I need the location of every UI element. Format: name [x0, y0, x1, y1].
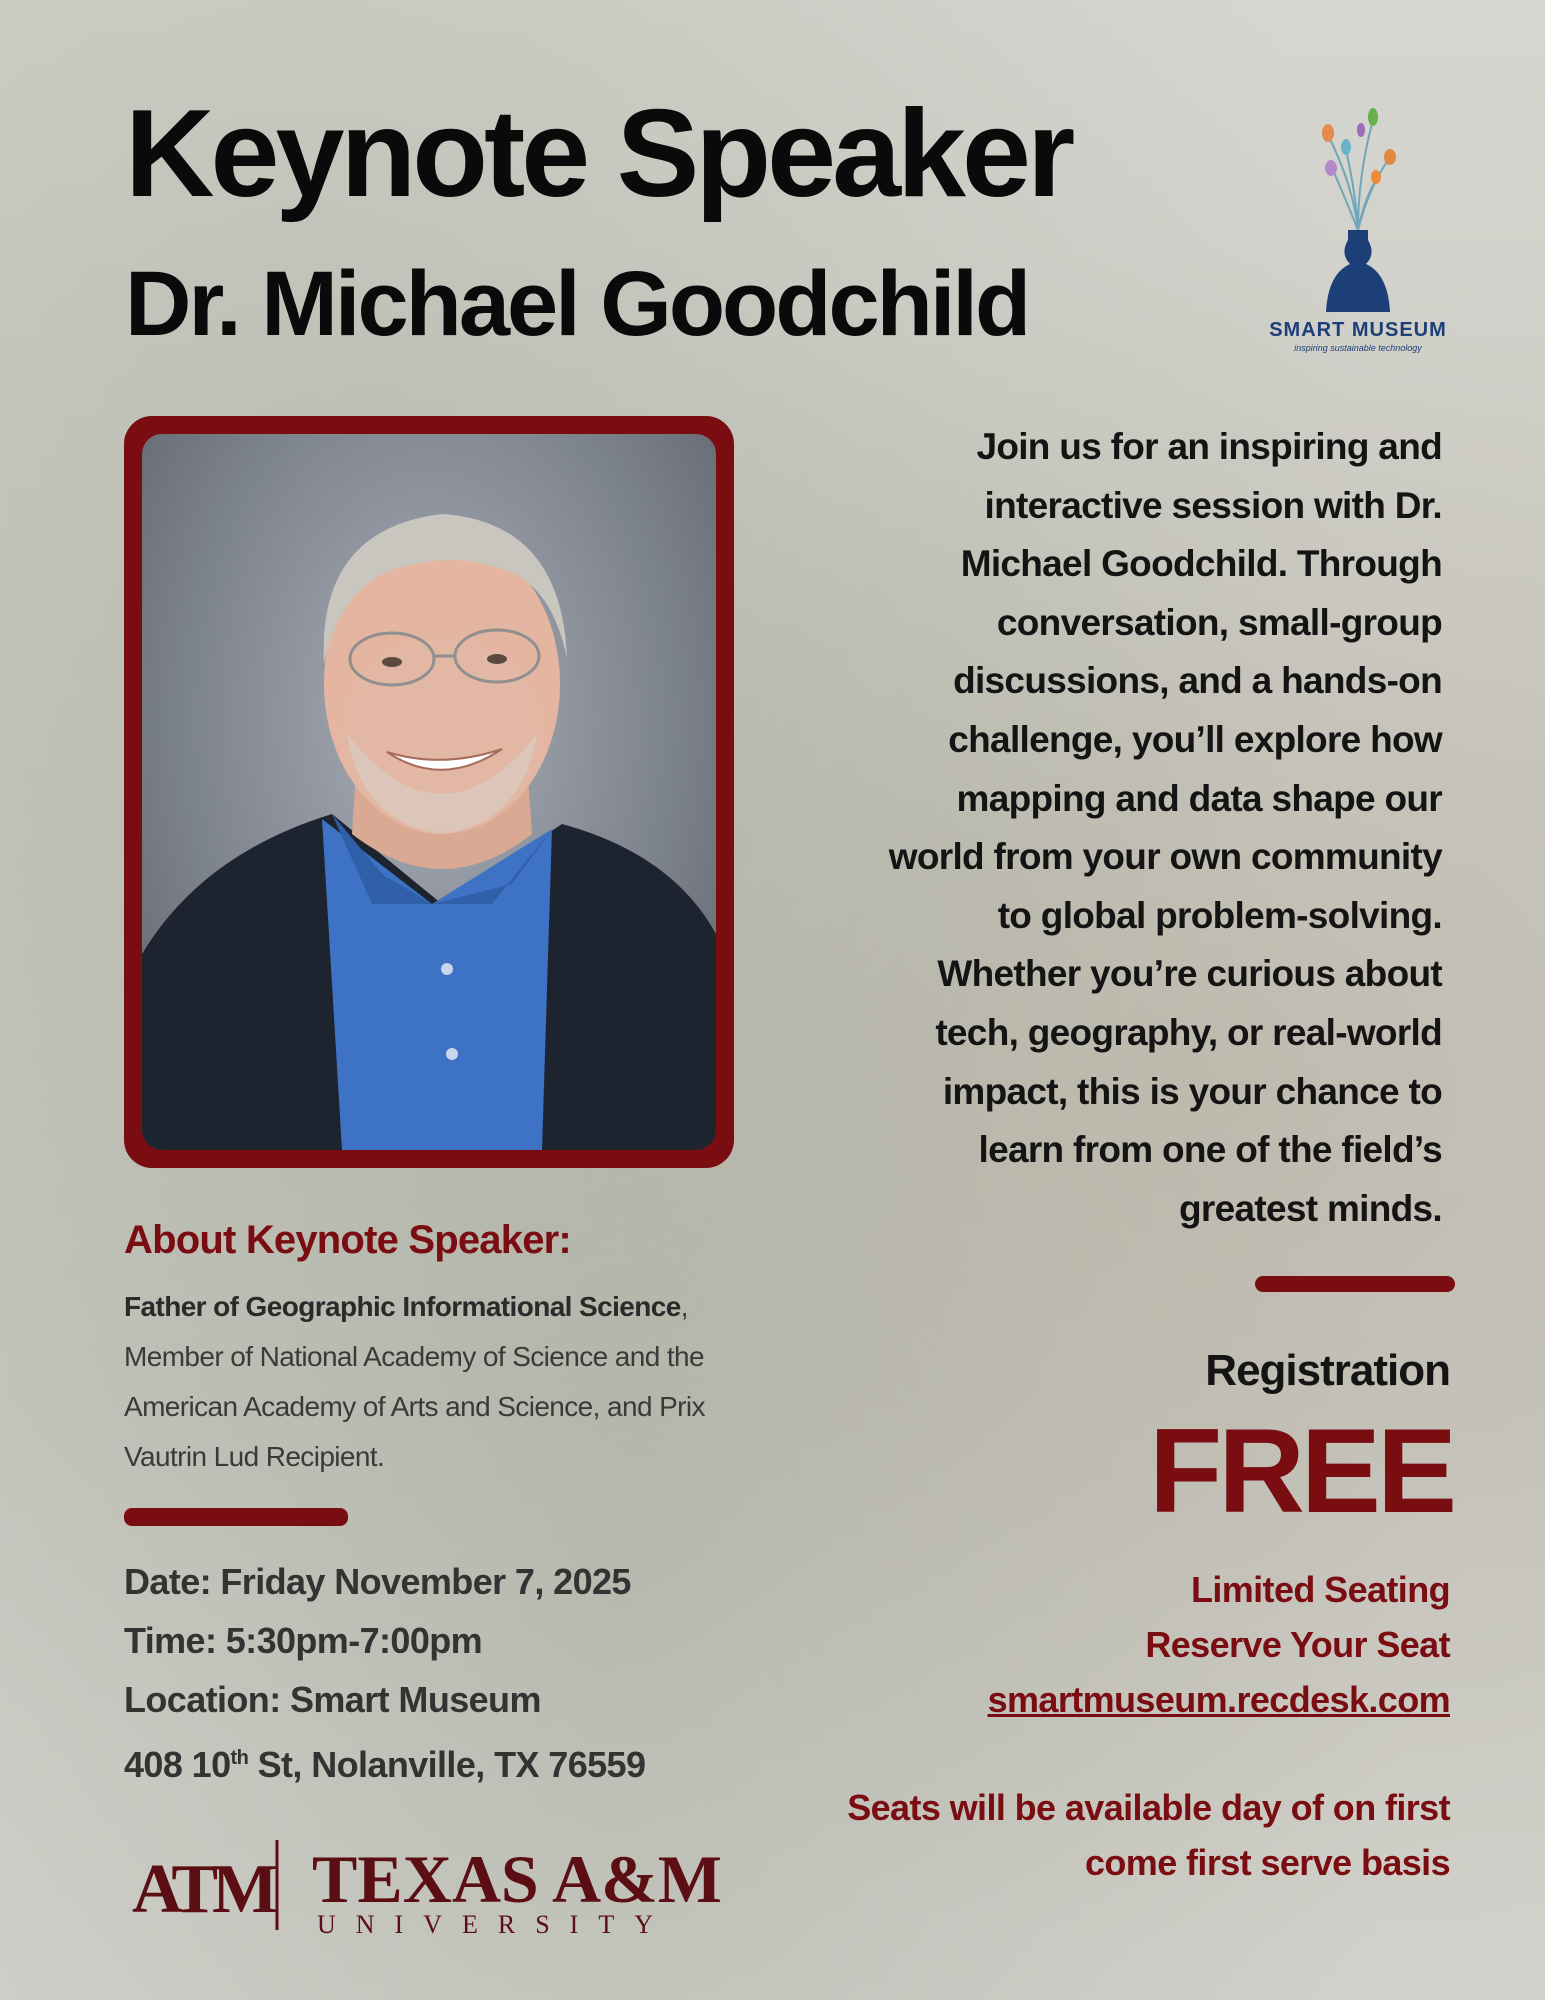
description-line: to global problem-solving. [997, 894, 1442, 936]
texas-am-logo-icon [132, 1830, 762, 1940]
registration-link[interactable]: smartmuseum.recdesk.com [987, 1679, 1450, 1720]
page-title: Keynote Speaker [125, 85, 1072, 223]
description-line: learn from one of the field’s [978, 1129, 1442, 1171]
event-time: Time: 5:30pm-7:00pm [124, 1620, 483, 1661]
tamu-monogram: ATM [132, 1851, 273, 1928]
description-line: challenge, you’ll explore how [948, 718, 1442, 760]
description-line: conversation, small-group [996, 601, 1442, 643]
event-details [124, 1552, 824, 1794]
tamu-name: TEXAS A&M [312, 1841, 722, 1917]
speaker-name: Dr. Michael Goodchild [125, 253, 1029, 355]
divider-bar [124, 1508, 348, 1526]
divider-bar [1255, 1276, 1455, 1292]
address-number: 408 10 [124, 1744, 231, 1785]
speaker-photo [142, 434, 716, 1150]
address-superscript: th [230, 1747, 249, 1769]
description-line: Michael Goodchild. Through [960, 543, 1442, 585]
tamu-subname: UNIVERSITY [317, 1910, 673, 1939]
reserve-seat: Reserve Your Seat [1145, 1624, 1450, 1665]
seating-info [988, 1562, 1450, 1727]
registration-price: FREE [1148, 1404, 1453, 1538]
smart-museum-logo-icon [1258, 105, 1458, 320]
description-line: interactive session with Dr. [984, 484, 1442, 526]
address-rest: St, Nolanville, TX 76559 [248, 1744, 646, 1785]
about-bold-text: Father of Geographic Informational Science [124, 1291, 681, 1322]
registration-label: Registration [1205, 1346, 1450, 1395]
first-come-note [847, 1780, 1450, 1890]
description-line: discussions, and a hands-on [953, 660, 1442, 702]
first-come-line-1: Seats will be available day of on first [847, 1787, 1450, 1828]
description-line: greatest minds. [1179, 1187, 1442, 1229]
smart-museum-logo [1258, 105, 1458, 355]
event-location: Location: Smart Museum [124, 1679, 541, 1720]
about-rest-text: , Member of National Academy of Science and the American Academy of Arts and Science, and Prix Vautrin Lud Recipient. [124, 1291, 705, 1472]
event-date: Date: Friday November 7, 2025 [124, 1561, 631, 1602]
description-line: impact, this is your chance to [942, 1070, 1442, 1112]
texas-am-logo [132, 1830, 762, 1940]
event-address [124, 1729, 824, 1794]
speaker-photo-frame [124, 416, 734, 1168]
description-line: mapping and data shape our [956, 777, 1442, 819]
description-line: world from your own community [888, 836, 1442, 878]
logo-name: SMART MUSEUM [1269, 319, 1447, 341]
description-line: Whether you’re curious about [937, 953, 1442, 995]
event-description [820, 418, 1442, 1238]
description-line: tech, geography, or real-world [935, 1011, 1442, 1053]
about-heading: About Keynote Speaker: [124, 1218, 571, 1262]
first-come-line-2: come first serve basis [1084, 1842, 1450, 1883]
limited-seating: Limited Seating [1190, 1569, 1450, 1610]
logo-tagline: inspiring sustainable technology [1294, 343, 1422, 353]
about-text [124, 1282, 784, 1482]
description-line: Join us for an inspiring and [976, 426, 1442, 467]
